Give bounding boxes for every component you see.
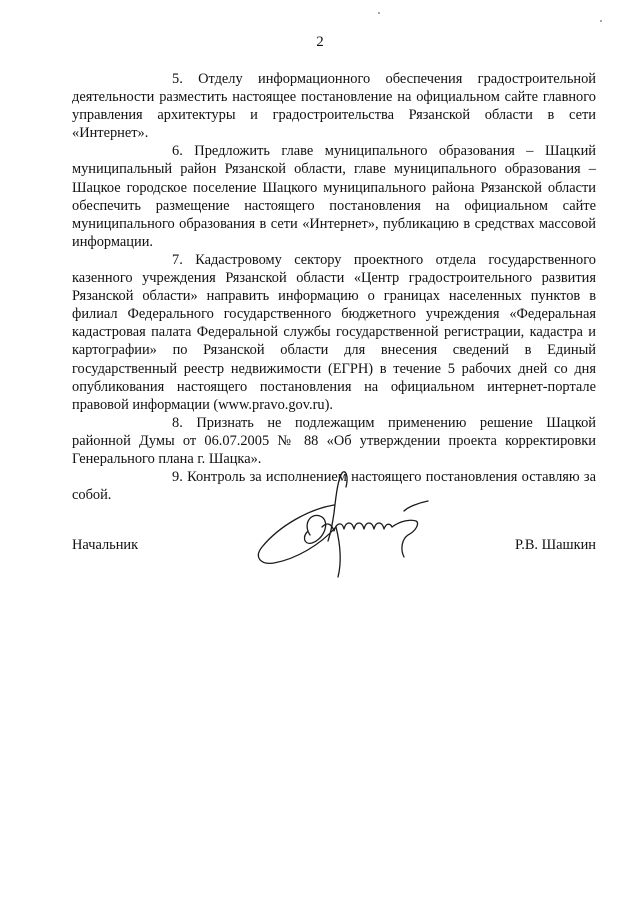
paragraph-text: Предложить главе муниципального образования – Шацкий муниципальный район Рязанской области, главе муниципального образования – Шацкое городское поселение Шацкого муниципального района Рязанской области обеспечить размещение настоящего постановления на официальном сайте муниципального образования в сети «Интернет», публикацию в средствах массовой информации. (72, 143, 596, 250)
paragraph-6 (72, 142, 596, 251)
paragraph-number: 9. (172, 469, 183, 486)
paragraph-text: Признать не подлежащим применению решение Шацкой районной Думы от 06.07.2005 № 88 «Об утверждении проекта корректировки Генерального плана г. Шацка». (72, 414, 596, 467)
signatory-title: Начальник (72, 537, 139, 553)
handwritten-signature (250, 465, 440, 590)
paragraph-number: 6. (172, 143, 183, 160)
paragraph-number: 7. (172, 251, 183, 268)
paragraph-5 (72, 70, 596, 142)
paragraph-text: Контроль за исполнением настоящего постановления оставляю за собой. (72, 469, 596, 504)
document-body (72, 70, 596, 504)
page-number: 2 (316, 34, 324, 50)
paragraph-number: 8. (172, 414, 183, 431)
paragraph-text: Кадастровому сектору проектного отдела государственного казенного учреждения Рязанской области «Центр градостроительного развития Рязанской области» направить информацию о границах населенных пунктов в филиал Федерального государственного бюджетного учреждения «Федеральная кадастровая палата Федеральной службы государственной регистрации, кадастра и картографии» по Рязанской области для внесения сведений в Единый государственный реестр недвижимости (ЕГРН) в течение 5 рабочих дней со дня опубликования настоящего постановления на официальном интернет-портале правовой информации (www.pravo.gov.ru). (72, 251, 596, 413)
paragraph-7 (72, 251, 596, 414)
paragraph-8 (72, 414, 596, 468)
scan-speck (378, 12, 380, 14)
scan-speck (600, 20, 602, 22)
signatory-name: Р.В. Шашкин (515, 537, 596, 553)
paragraph-number: 5. (172, 71, 183, 87)
paragraph-text: Отделу информационного обеспечения градостроительной деятельности разместить настоящее постановление на официальном сайте главного управления архитектуры и градостроительства Рязанской области в сети «Интернет». (72, 71, 596, 142)
